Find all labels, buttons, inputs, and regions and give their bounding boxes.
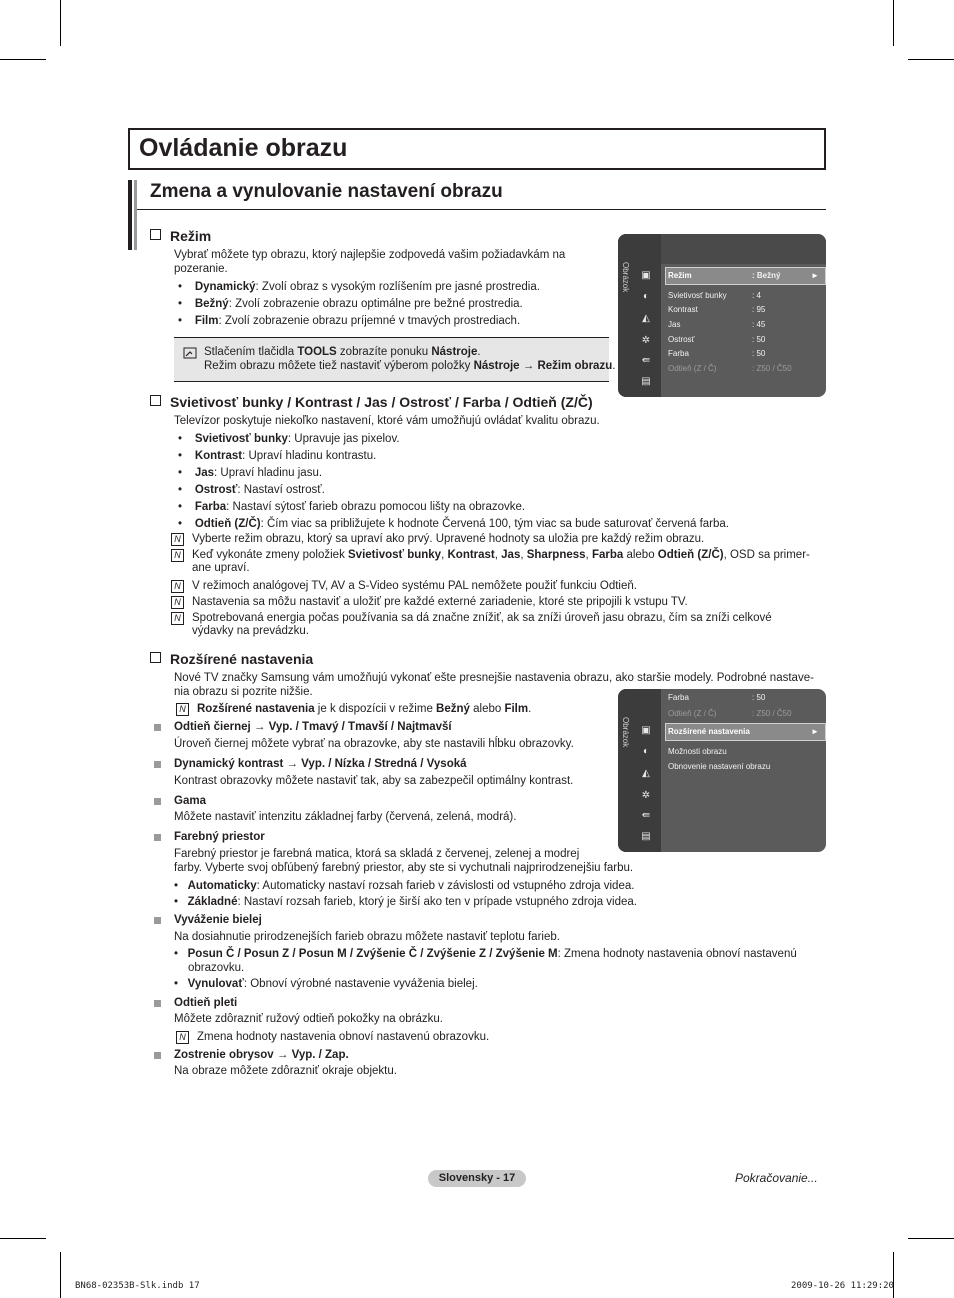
list-item: • Vynulovať: Obnoví výrobné nastavenie vyváženia bielej.: [174, 978, 478, 990]
sound-icon: ◐: [642, 746, 650, 757]
osd-row-label[interactable]: Svietivosť bunky: [668, 291, 727, 300]
osd-row-value: : Z50 / Č50: [752, 709, 792, 718]
crop-mark: [893, 0, 894, 46]
osd-row-value: : 45: [752, 320, 766, 329]
channel-icon: ◭: [642, 768, 650, 779]
osd-row-label[interactable]: Kontrast: [668, 305, 698, 314]
osd-row-value: : 50: [752, 693, 766, 702]
list-item: • Posun Č / Posun Z / Posun M / Zvýšenie Č / Zvýšenie Z / Zvýšenie M: Zmena hodnoty nastavenia obnoví nastavenú: [174, 948, 797, 960]
osd-row-label[interactable]: Farba: [668, 693, 689, 702]
section-title: Zmena a vynulovanie nastavení obrazu: [150, 181, 503, 202]
osd-row-value: : 95: [752, 305, 766, 314]
crop-mark: [908, 59, 954, 60]
note-icon: N: [171, 596, 184, 609]
note-icon: N: [171, 549, 184, 562]
note-text: Nastavenia sa môžu nastaviť a uložiť pre každé externé zariadenie, ktoré ste pripojili k vstupu TV.: [192, 596, 688, 608]
dynamic-contrast-text: Kontrast obrazovky môžete nastaviť tak, aby sa zabezpečil optimálny kontrast.: [174, 775, 574, 787]
osd-row-value: : Z50 / Č50: [752, 364, 792, 373]
advanced-intro-1: Nové TV značky Samsung vám umožňujú vykonať ešte presnejšie nastavenia obrazu, ako staršie modely. Podrobné nastave-: [174, 672, 814, 684]
application-icon: ▤: [641, 376, 651, 387]
note-text-cont: výdavky na prevádzku.: [192, 625, 309, 637]
square-bullet: [154, 1052, 161, 1059]
color-space-title: Farebný priestor: [174, 831, 265, 843]
square-bullet: [154, 917, 161, 924]
tools-note-line-2: Režim obrazu môžete tiež nastaviť výberom položky Nástroje → Režim obrazu.: [204, 360, 616, 372]
white-balance-text: Na dosiahnutie prirodzenejších farieb obrazu môžete nastaviť teplotu farieb.: [174, 931, 560, 943]
channel-icon: ◭: [642, 313, 650, 324]
note-text: Rozšírené nastavenia je k dispozícii v režime Bežný alebo Film.: [197, 703, 532, 715]
list-item: • Film: Zvolí zobrazenie obrazu príjemné v tmavých prostrediach.: [178, 315, 521, 327]
osd-row-label: Odtieň (Z / Č): [668, 364, 717, 373]
dynamic-contrast-title: Dynamický kontrast → Vyp. / Nízka / Stredná / Vysoká: [174, 758, 467, 770]
list-item: • Základné: Nastaví rozsah farieb, ktorý je širší ako ten v prípade vstupného zdroja videa.: [174, 896, 637, 908]
rezim-intro-2: pozeranie.: [174, 263, 228, 275]
osd-row-value: : Bežný: [752, 271, 781, 280]
note-icon: N: [171, 612, 184, 625]
crop-mark: [60, 1252, 61, 1298]
rezim-intro-1: Vybrať môžete typ obrazu, ktorý najlepšie zodpovedá vašim požiadavkám na: [174, 249, 566, 261]
square-bullet: [154, 798, 161, 805]
note-icon: N: [176, 703, 189, 716]
edge-text: Na obraze môžete zdôrazniť okraje objektu.: [174, 1065, 397, 1077]
picture-icon: ▣: [641, 725, 651, 736]
osd-row-label: Odtieň (Z / Č): [668, 709, 717, 718]
gamma-text: Môžete nastaviť intenzitu základnej farby (červená, zelená, modrá).: [174, 811, 517, 823]
color-space-text-1: Farebný priestor je farebná matica, ktorá sa skladá z červenej, zelenej a modrej: [174, 848, 580, 860]
setup-icon: ✲: [641, 790, 651, 801]
osd-advanced-menu: [618, 689, 826, 852]
osd-picture-menu: [618, 234, 826, 397]
square-bullet: [154, 834, 161, 841]
black-tone-text: Úroveň čiernej môžete vybrať na obrazovke, aby ste nastavili hĺbku obrazovky.: [174, 738, 574, 750]
note-text: Keď vykonáte zmeny položiek Svietivosť bunky, Kontrast, Jas, Sharpness, Farba alebo Odtieň (Z/Č), OSD sa primer-: [192, 549, 810, 561]
osd-arrow-icon: ►: [811, 727, 819, 736]
picture-icon: ▣: [641, 270, 651, 281]
note-icon: N: [176, 1031, 189, 1044]
crop-mark: [60, 0, 61, 46]
osd-row-label[interactable]: Obnovenie nastavení obrazu: [668, 762, 771, 771]
list-item: • Jas: Upraví hladinu jasu.: [178, 467, 323, 479]
square-bullet: [154, 1000, 161, 1007]
osd-row-value: : 50: [752, 335, 766, 344]
list-item: • Ostrosť: Nastaví ostrosť.: [178, 484, 325, 496]
white-balance-title: Vyváženie bielej: [174, 914, 262, 926]
page-title: Ovládanie obrazu: [139, 134, 348, 162]
list-item: • Farba: Nastaví sýtosť farieb obrazu pomocou lišty na obrazovke.: [178, 501, 526, 513]
crop-mark: [893, 1252, 894, 1298]
crop-mark: [0, 59, 46, 60]
page-title-box: [128, 128, 826, 170]
square-bullet: [154, 761, 161, 768]
input-icon: ⇚: [641, 355, 651, 366]
advanced-heading: Rozšírené nastavenia: [150, 651, 313, 667]
list-item: • Bežný: Zvolí zobrazenie obrazu optimálne pre bežné prostredia.: [178, 298, 523, 310]
osd-header: [661, 234, 826, 264]
rezim-heading: Režim: [150, 228, 211, 244]
list-item: • Odtieň (Z/Č): Čím viac sa približujete k hodnote Červená 100, tým viac sa bude saturovať červená farba.: [178, 518, 729, 530]
osd-row-label[interactable]: Možnosti obrazu: [668, 747, 727, 756]
osd-row-label[interactable]: Režim: [668, 271, 692, 280]
black-tone-title: Odtieň čiernej → Vyp. / Tmavý / Tmavší / Najtmavší: [174, 721, 452, 733]
osd-row-label[interactable]: Farba: [668, 349, 689, 358]
osd-row-label[interactable]: Rozšírené nastavenia: [668, 727, 750, 736]
note-text: Zmena hodnoty nastavenia obnoví nastavenú obrazovku.: [197, 1031, 490, 1043]
list-item: • Svietivosť bunky: Upravuje jas pixelov.: [178, 433, 400, 445]
list-item: • Automaticky: Automaticky nastaví rozsah farieb v závislosti od vstupného zdroja videa.: [174, 880, 635, 892]
section-bar-shade: [134, 180, 137, 250]
note-text-cont: ane upraví.: [192, 562, 250, 574]
input-icon: ⇚: [641, 810, 651, 821]
section-rule: [137, 209, 826, 210]
tools-note-box: [174, 337, 616, 382]
tools-note-line-1: Stlačením tlačidla TOOLS zobrazíte ponuku Nástroje.: [204, 346, 481, 358]
gamma-title: Gama: [174, 795, 206, 807]
color-space-text-2: farby. Vyberte svoj obľúbený farebný priestor, aby ste si vychutnali najprirodzenejšiu farbu.: [174, 862, 634, 874]
square-bullet: [154, 724, 161, 731]
edge-title: Zostrenie obrysov → Vyp. / Zap.: [174, 1049, 349, 1061]
note-icon: N: [171, 580, 184, 593]
osd-side-label: Obrázok: [621, 717, 630, 748]
note-icon: N: [171, 533, 184, 546]
osd-row-label[interactable]: Jas: [668, 320, 681, 329]
advanced-intro-2: nia obrazu si pozrite nižšie.: [174, 686, 313, 698]
slug-date: 2009-10-26 11:29:20: [791, 1281, 894, 1291]
note-text: Vyberte režim obrazu, ktorý sa upraví ako prvý. Upravené hodnoty sa uložia pre každý režim obrazu.: [192, 533, 705, 545]
list-item: • Kontrast: Upraví hladinu kontrastu.: [178, 450, 377, 462]
list-item-cont: obrazovku.: [188, 962, 245, 974]
osd-side-label: Obrázok: [621, 262, 630, 293]
setup-icon: ✲: [641, 335, 651, 346]
application-icon: ▤: [641, 831, 651, 842]
skin-tone-text: Môžete zdôrazniť ružový odtieň pokožky na obrázku.: [174, 1013, 443, 1025]
osd-row-value: : 50: [752, 349, 766, 358]
quality-intro: Televízor poskytuje niekoľko nastavení, ktoré vám umožňujú ovládať kvalitu obrazu.: [174, 415, 600, 427]
crop-mark: [908, 1238, 954, 1239]
tools-icon: [183, 347, 197, 359]
quality-heading: Svietivosť bunky / Kontrast / Jas / Ostrosť / Farba / Odtieň (Z/Č): [150, 394, 593, 410]
sound-icon: ◐: [642, 291, 650, 302]
note-text: Spotrebovaná energia počas používania sa dá značne znížiť, ak sa zníži úroveň jasu obrazu, čím sa zníži celkové: [192, 612, 772, 624]
list-item: • Dynamický: Zvolí obraz s vysokým rozlíšením pre jasné prostredia.: [178, 281, 540, 293]
continued-label: Pokračovanie...: [735, 1171, 818, 1185]
osd-row-value: : 4: [752, 291, 761, 300]
osd-arrow-icon: ►: [811, 271, 819, 280]
osd-row-label[interactable]: Ostrosť: [668, 335, 695, 344]
skin-tone-title: Odtieň pleti: [174, 997, 238, 1009]
note-text: V režimoch analógovej TV, AV a S-Video systému PAL nemôžete použiť funkciu Odtieň.: [192, 580, 637, 592]
page-number: Slovensky - 17: [428, 1170, 526, 1187]
section-bar: [128, 180, 132, 250]
crop-mark: [0, 1238, 46, 1239]
slug-file: BN68-02353B-Slk.indb 17: [75, 1281, 200, 1291]
